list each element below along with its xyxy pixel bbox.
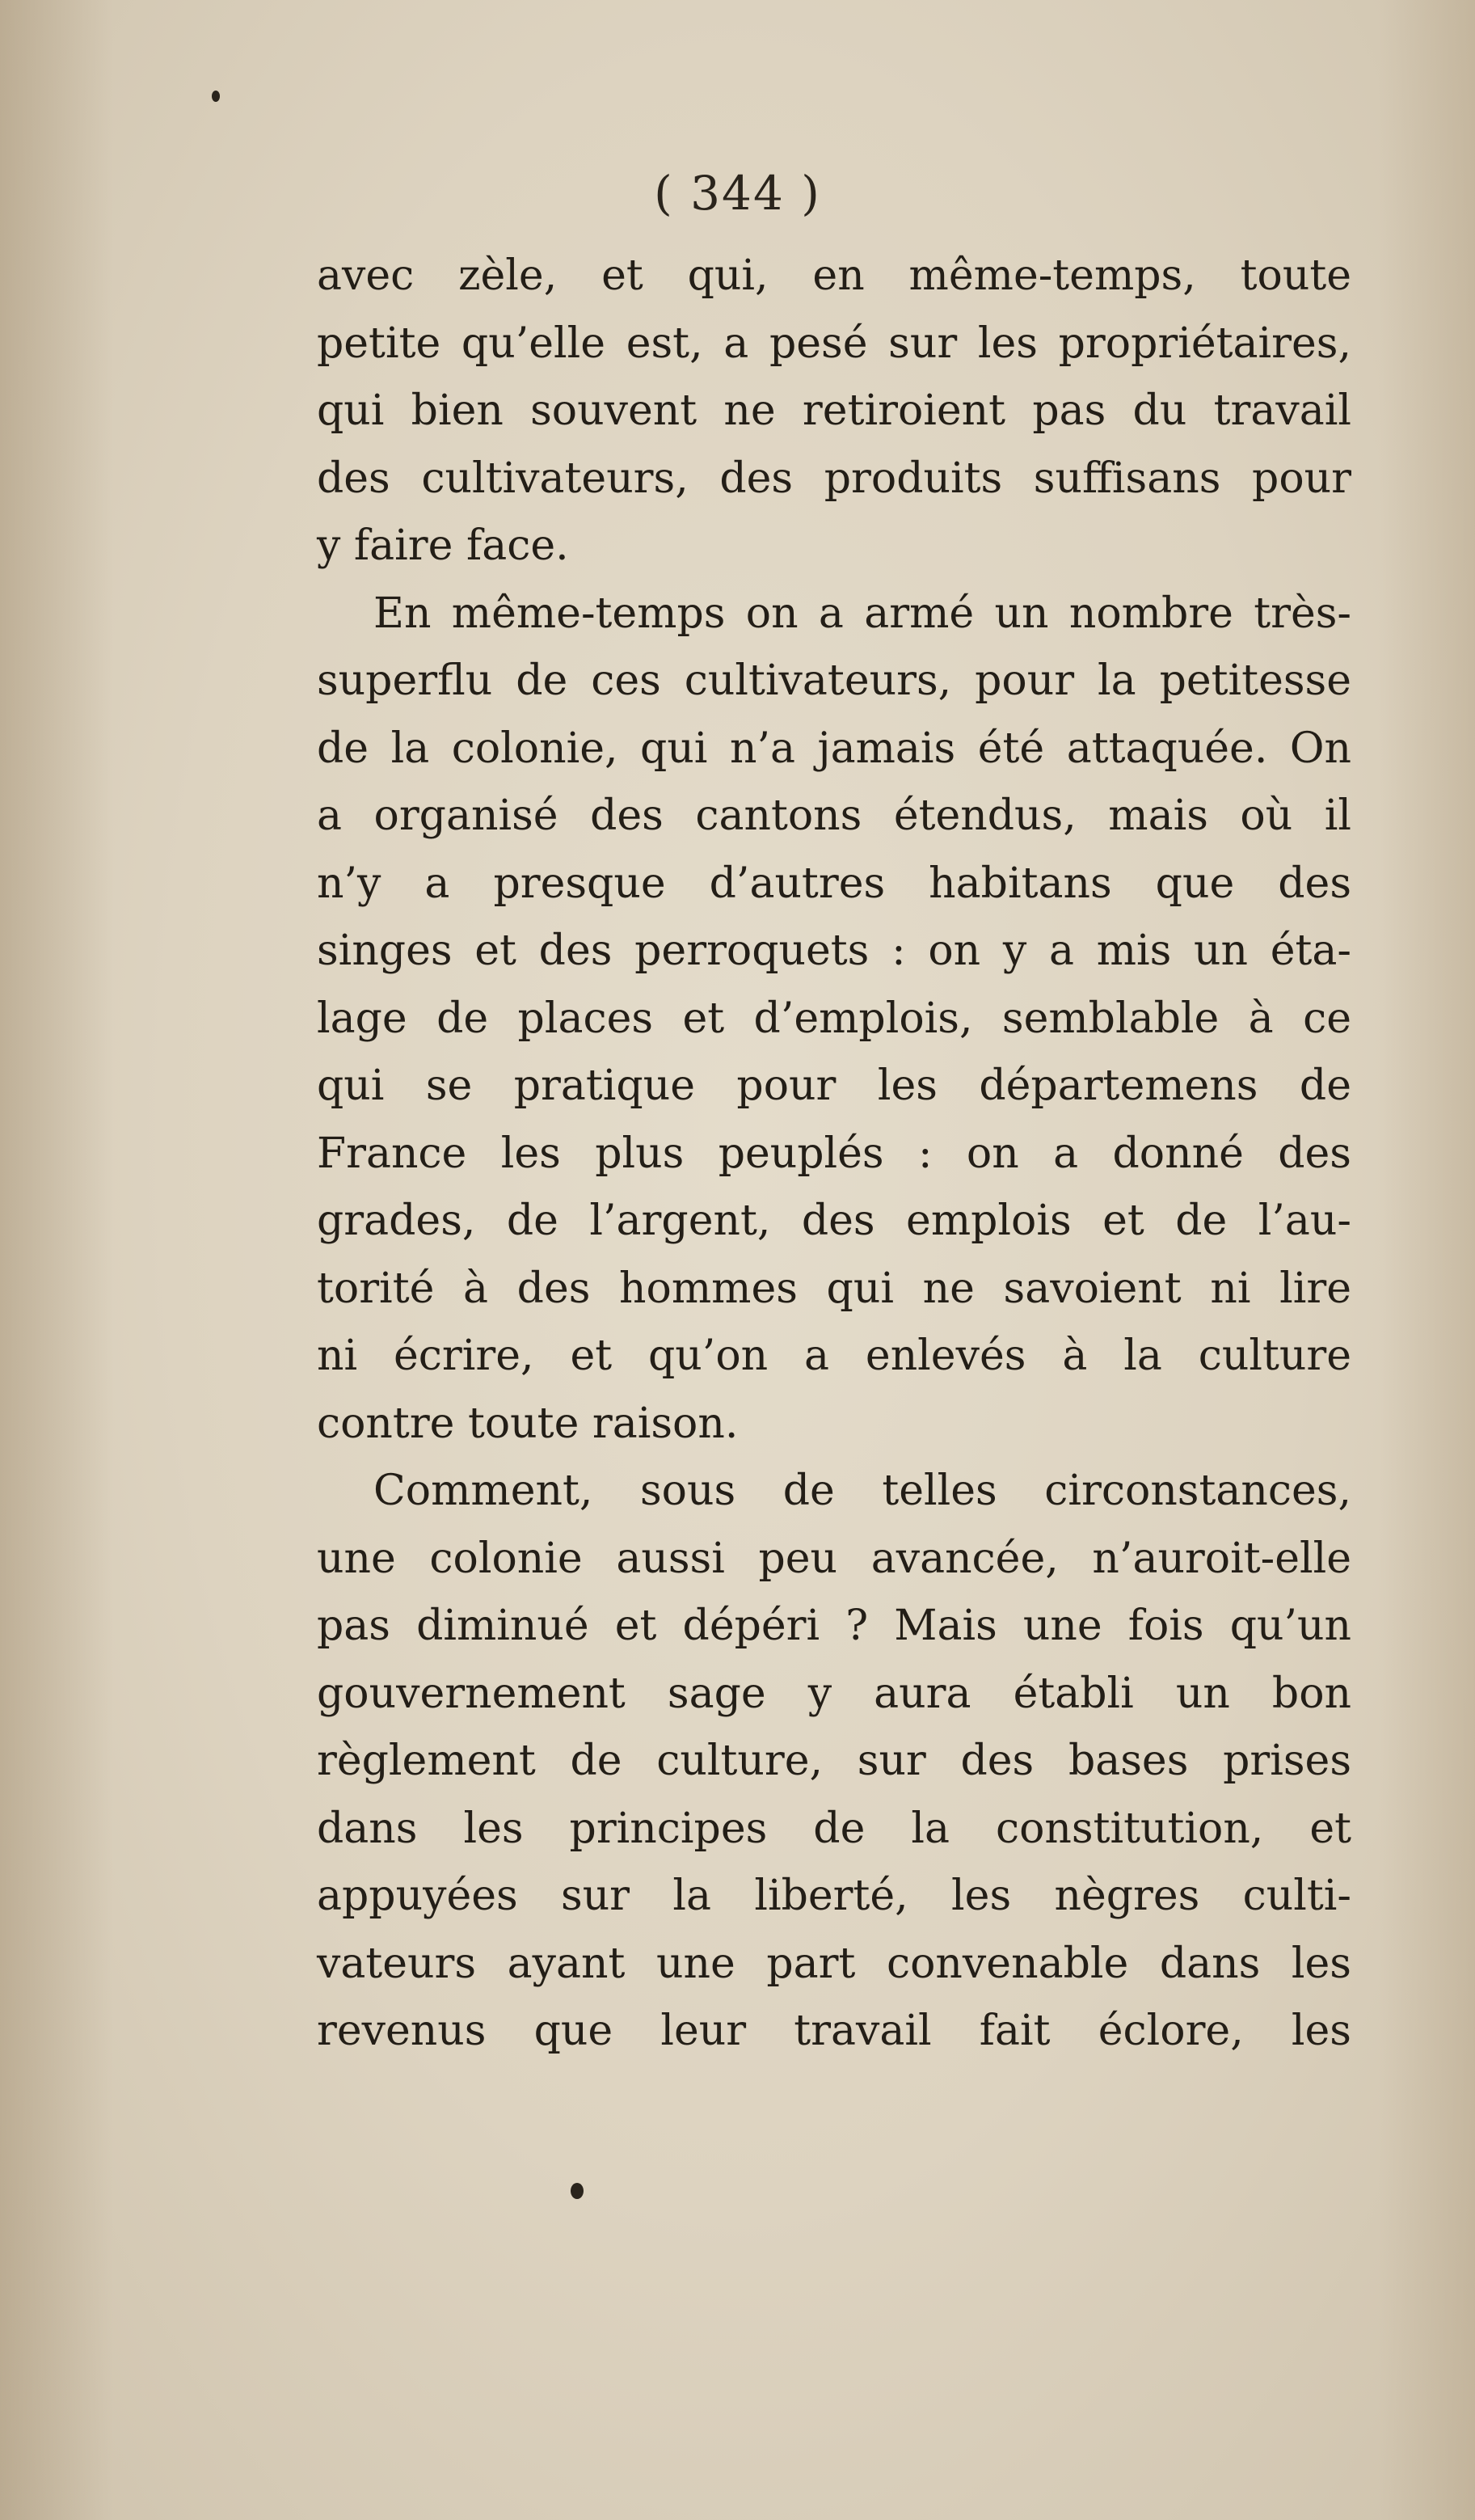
- paragraph-2: [317, 580, 1351, 1458]
- text-line: lage de places et d’emplois, semblable à ce: [317, 994, 1351, 1043]
- text-line: ni écrire, et qu’on a enlevés à la culture: [317, 1332, 1351, 1380]
- text-line: torité à des hommes qui ne savoient ni lire: [317, 1264, 1351, 1313]
- text-line: Comment, sous de telles circonstances,: [373, 1467, 1351, 1515]
- paragraph-3: [317, 1458, 1351, 2066]
- text-line: vateurs ayant une part convenable dans les: [317, 1939, 1351, 1988]
- text-line: singes et des perroquets : on y a mis un éta-: [317, 927, 1351, 975]
- text-line: avec zèle, et qui, en même-temps, toute: [317, 251, 1351, 300]
- text-line: une colonie aussi peu avancée, n’auroit-elle: [317, 1534, 1351, 1583]
- ink-speck: [212, 91, 220, 102]
- text-line: En même-temps on a armé un nombre très-: [373, 589, 1351, 638]
- text-line: n’y a presque d’autres habitans que des: [317, 859, 1351, 908]
- text-line: dans les principes de la constitution, et: [317, 1804, 1351, 1853]
- text-line: gouvernement sage y aura établi un bon: [317, 1669, 1351, 1718]
- body-text: [317, 243, 1351, 2066]
- text-line: appuyées sur la liberté, les nègres culti-: [317, 1872, 1351, 1920]
- text-line: des cultivateurs, des produits suffisans pour: [317, 454, 1351, 503]
- text-line: qui bien souvent ne retiroient pas du travail: [317, 386, 1351, 435]
- text-line: de la colonie, qui n’a jamais été attaquée. On: [317, 724, 1351, 773]
- text-line: a organisé des cantons étendus, mais où il: [317, 791, 1351, 840]
- text-line: règlement de culture, sur des bases prises: [317, 1737, 1351, 1785]
- text-line: pas diminué et dépéri ? Mais une fois qu’un: [317, 1602, 1351, 1650]
- ink-speck: [571, 2183, 584, 2199]
- text-line: grades, de l’argent, des emplois et de l’au-: [317, 1197, 1351, 1245]
- text-line: revenus que leur travail fait éclore, les: [317, 2007, 1351, 2055]
- text-line: superflu de ces cultivateurs, pour la petitesse: [317, 656, 1351, 705]
- text-line: contre toute raison.: [317, 1399, 739, 1448]
- text-line: y faire face.: [317, 521, 569, 570]
- page-number: ( 344 ): [654, 166, 821, 221]
- text-line: France les plus peuplés : on a donné des: [317, 1129, 1351, 1178]
- text-line: petite qu’elle est, a pesé sur les propriétaires,: [317, 319, 1351, 368]
- text-line: qui se pratique pour les départemens de: [317, 1062, 1351, 1110]
- paragraph-1: [317, 243, 1351, 580]
